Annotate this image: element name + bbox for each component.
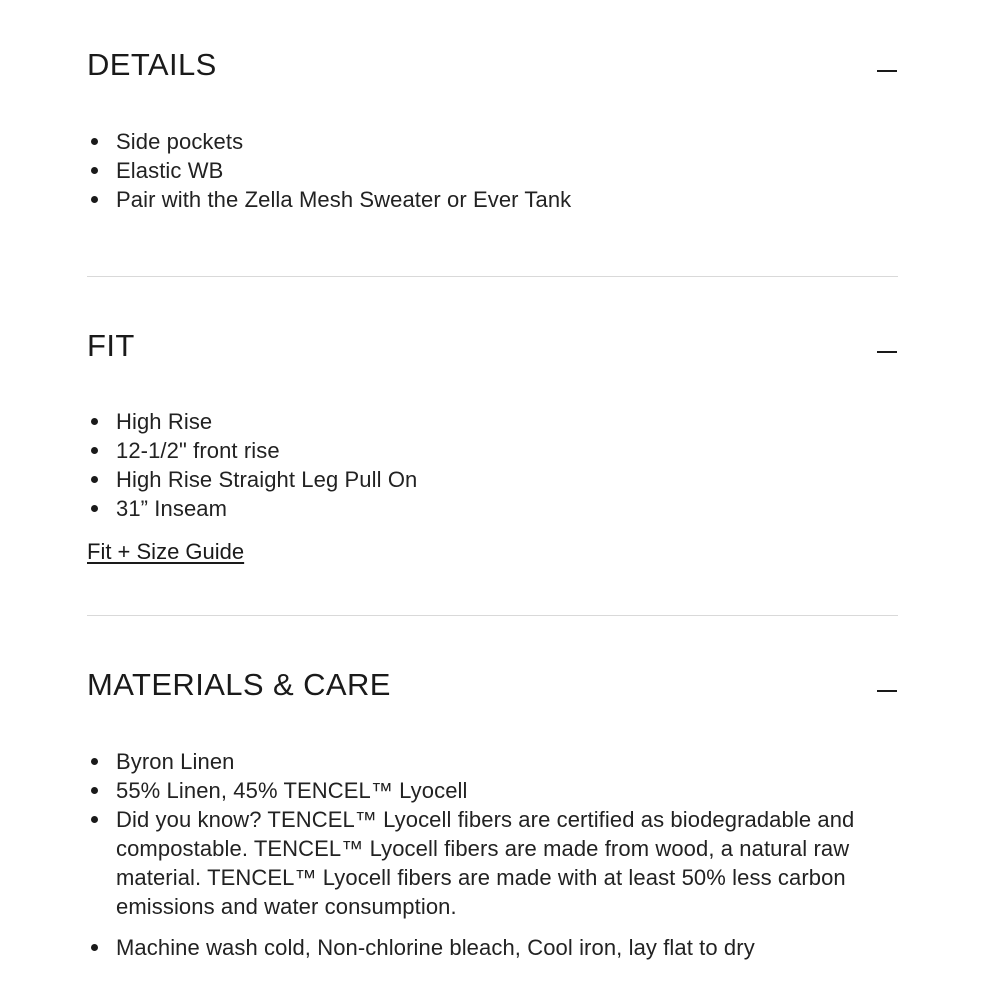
fit-header[interactable] [87, 326, 898, 366]
materials-care-section [87, 665, 898, 960]
list-item: Pair with the Zella Mesh Sweater or Ever Tank [87, 185, 898, 214]
list-item: Machine wash cold, Non-chlorine bleach, Cool iron, lay flat to dry [87, 933, 898, 962]
fit-size-guide-link[interactable]: Fit + Size Guide [87, 539, 245, 564]
section-divider [87, 615, 898, 616]
materials-care-collapse-minus-icon[interactable] [876, 680, 898, 702]
fit-list [87, 407, 898, 523]
list-item: High Rise [87, 407, 898, 436]
details-list [87, 127, 898, 214]
list-item: 12-1/2" front rise [87, 436, 898, 465]
minus-icon-bar [877, 70, 897, 72]
list-item: Elastic WB [87, 156, 898, 185]
minus-icon-bar [877, 690, 897, 692]
list-item: 31” Inseam [87, 494, 898, 523]
fit-title: FIT [87, 328, 135, 363]
details-collapse-minus-icon[interactable] [876, 60, 898, 82]
list-item: Did you know? TENCEL™ Lyocell fibers are certified as biodegradable and compostable. TENCEL™ Lyocell fibers are made from wood, a natural raw material. TENCEL™ Lyocell fibers are made with at least 50% less carbon emissions and water consumption. [87, 805, 898, 921]
list-item: Byron Linen [87, 747, 898, 776]
fit-section [87, 326, 898, 564]
list-item: 55% Linen, 45% TENCEL™ Lyocell [87, 776, 898, 805]
section-divider [87, 276, 898, 277]
minus-icon-bar [877, 351, 897, 353]
list-item: High Rise Straight Leg Pull On [87, 465, 898, 494]
details-title: DETAILS [87, 47, 217, 82]
materials-care-list [87, 747, 898, 962]
list-item: Side pockets [87, 127, 898, 156]
materials-care-header[interactable] [87, 665, 898, 705]
details-section [87, 45, 898, 212]
fit-collapse-minus-icon[interactable] [876, 341, 898, 363]
materials-care-title: MATERIALS & CARE [87, 667, 391, 702]
details-header[interactable] [87, 45, 898, 85]
